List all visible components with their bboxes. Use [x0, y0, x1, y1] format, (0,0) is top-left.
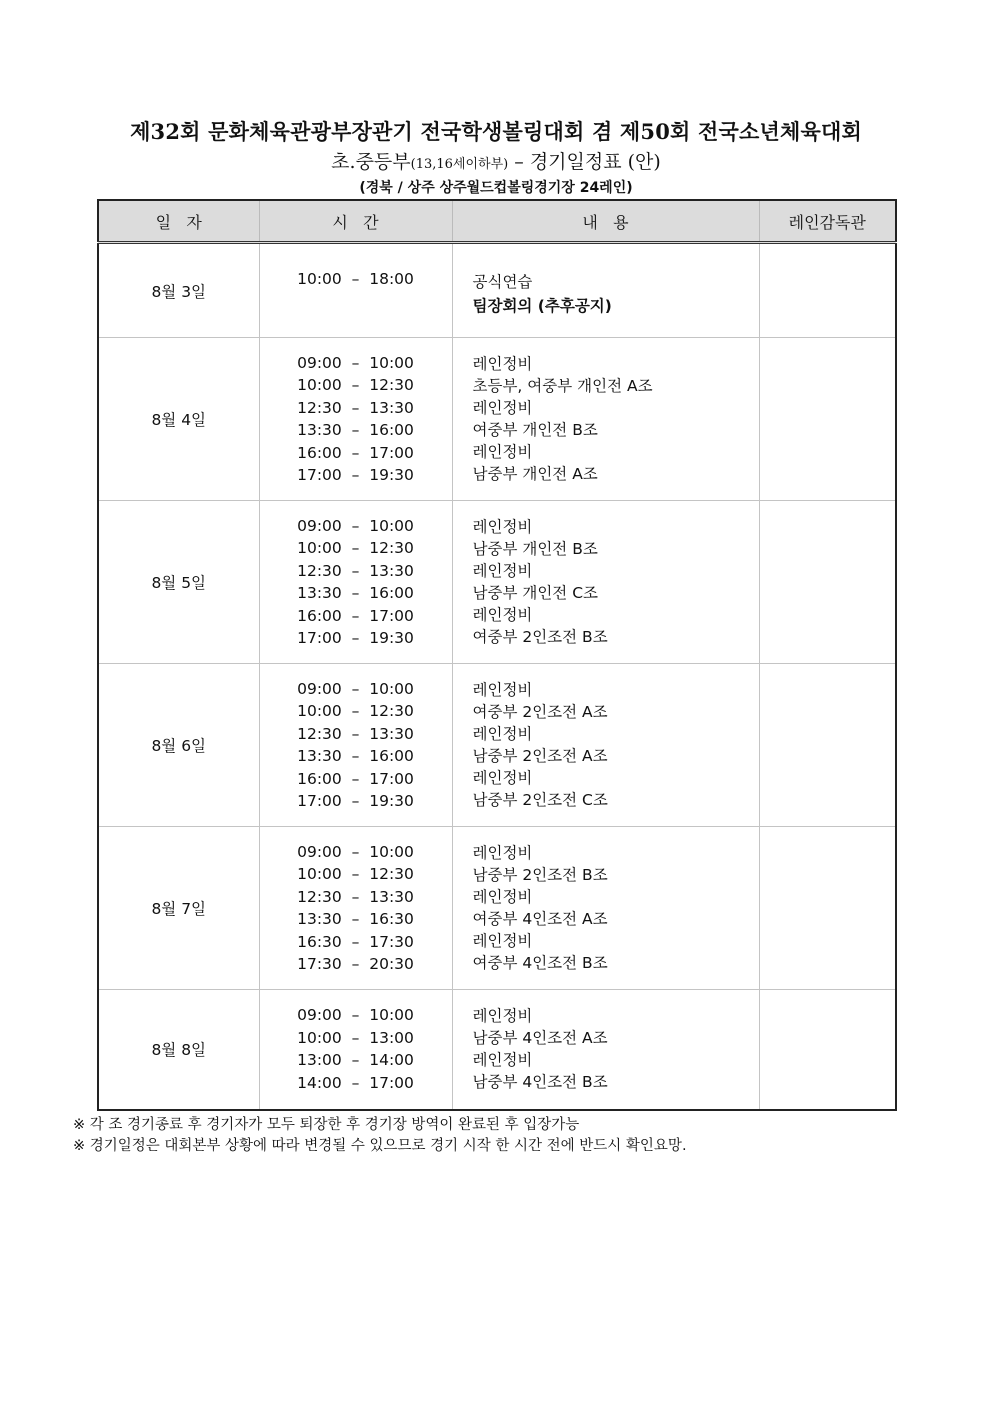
row-times [259, 827, 452, 990]
schedule-item: 남중부 개인전 C조 [472, 584, 598, 602]
time-slot: 13:30 – 16:30 [297, 910, 414, 928]
schedule-item: 레인정비 [472, 399, 533, 417]
time-slot: 16:00 – 17:00 [297, 769, 414, 788]
time-slot: 09:00 – 10:00 [297, 516, 414, 535]
schedule-item: 팀장회의 (추후공지) [472, 297, 612, 315]
time-slot: 13:00 – 14:00 [297, 1051, 414, 1070]
schedule-item: 레인정비 [472, 606, 533, 624]
time-slot: 13:30 – 16:00 [297, 747, 414, 765]
time-slot: 09:00 – 10:00 [297, 842, 414, 861]
schedule-item: 여중부 4인조전 B조 [472, 954, 608, 972]
schedule-item: 레인정비 [472, 1051, 533, 1070]
time-slot: 17:00 – 19:30 [297, 792, 414, 810]
table-row [98, 243, 896, 338]
footnote: ※ 경기일정은 대회본부 상황에 따라 변경될 수 있으므로 경기 시작 한 시간 전에 반드시 확인요망. [73, 1138, 687, 1154]
time-slot: 13:30 – 16:00 [297, 584, 414, 602]
header-time: 시 간 [259, 200, 452, 243]
schedule-item: 레인정비 [472, 888, 533, 906]
row-content [452, 827, 759, 990]
schedule-item: 레인정비 [472, 932, 533, 950]
time-slot: 12:30 – 13:30 [297, 398, 414, 417]
schedule-item: 레인정비 [472, 355, 533, 373]
row-times [259, 338, 452, 501]
schedule-item: 레인정비 [472, 562, 533, 580]
row-date: 8월 4일 [98, 338, 259, 501]
row-content [452, 664, 759, 827]
row-date: 8월 3일 [98, 243, 259, 338]
row-date: 8월 7일 [98, 827, 259, 990]
time-slot: 10:00 – 12:30 [297, 376, 414, 394]
row-date: 8월 8일 [98, 990, 259, 1110]
time-slot: 10:00 – 12:30 [297, 702, 414, 720]
row-content [452, 243, 759, 338]
row-content [452, 501, 759, 664]
row-supervisor [759, 990, 896, 1110]
row-supervisor [759, 501, 896, 664]
table-row [98, 338, 896, 501]
row-supervisor [759, 664, 896, 827]
time-slot: 10:00 – 18:00 [297, 270, 414, 288]
time-slot: 09:00 – 10:00 [297, 1006, 414, 1025]
schedule-item: 여중부 2인조전 B조 [472, 628, 608, 646]
time-slot: 10:00 – 12:30 [297, 865, 414, 883]
schedule-item: 레인정비 [472, 725, 533, 743]
time-slot: 17:00 – 19:30 [297, 629, 414, 647]
venue-line: (경북 / 상주 상주월드컵볼링경기장 24레인) [359, 180, 633, 196]
time-slot: 13:30 – 16:00 [297, 421, 414, 439]
schedule-item: 레인정비 [472, 681, 533, 699]
time-slot: 16:00 – 17:00 [297, 443, 414, 462]
table-row [98, 827, 896, 990]
schedule-item: 남중부 4인조전 B조 [472, 1073, 608, 1092]
table-row [98, 664, 896, 827]
footnote: ※ 각 조 경기종료 후 경기자가 모두 퇴장한 후 경기장 방역이 완료된 후 입장가능 [73, 1117, 580, 1133]
row-supervisor [759, 827, 896, 990]
row-times [259, 501, 452, 664]
time-slot: 12:30 – 13:30 [297, 724, 414, 743]
header-content: 내 용 [452, 200, 759, 243]
schedule-item: 레인정비 [472, 443, 533, 461]
schedule-item: 레인정비 [472, 844, 533, 862]
schedule-item: 레인정비 [472, 1007, 533, 1026]
time-slot: 09:00 – 10:00 [297, 353, 414, 372]
schedule-item: 레인정비 [472, 518, 533, 536]
row-times [259, 990, 452, 1110]
row-date: 8월 6일 [98, 664, 259, 827]
schedule-table [97, 199, 897, 1111]
schedule-item: 남중부 2인조전 C조 [472, 791, 608, 809]
table-header-row [98, 200, 896, 243]
schedule-body [98, 243, 896, 1110]
schedule-item: 공식연습 [472, 273, 533, 291]
time-slot: 10:00 – 12:30 [297, 539, 414, 557]
subtitle-age-note: (13,16세이하부) [410, 157, 509, 172]
document-subtitle [0, 147, 992, 174]
header-supervisor: 레인감독관 [759, 200, 896, 243]
subtitle-division: 초.중등부 [331, 151, 411, 173]
header-date: 일 자 [98, 200, 259, 243]
schedule-item: 남중부 개인전 A조 [472, 465, 598, 483]
row-supervisor [759, 243, 896, 338]
schedule-item: 여중부 4인조전 A조 [472, 910, 608, 928]
schedule-item: 초등부, 여중부 개인전 A조 [472, 377, 653, 395]
schedule-item: 남중부 2인조전 B조 [472, 866, 608, 884]
schedule-item: 레인정비 [472, 769, 533, 787]
subtitle-schedule: – 경기일정표 (안) [508, 151, 661, 173]
table-row [98, 501, 896, 664]
row-times [259, 664, 452, 827]
time-slot: 17:00 – 19:30 [297, 466, 414, 484]
row-times [259, 243, 452, 338]
time-slot: 10:00 – 13:00 [297, 1028, 414, 1047]
time-slot: 12:30 – 13:30 [297, 561, 414, 580]
time-slot: 16:00 – 17:00 [297, 606, 414, 625]
footnotes [73, 1115, 687, 1157]
time-slot: 12:30 – 13:30 [297, 887, 414, 906]
schedule-item: 여중부 개인전 B조 [472, 421, 598, 439]
schedule-item: 여중부 2인조전 A조 [472, 703, 608, 721]
time-slot: 09:00 – 10:00 [297, 679, 414, 698]
document-title: 제32회 문화체육관광부장관기 전국학생볼링대회 겸 제50회 전국소년체육대회 [130, 119, 862, 144]
row-date: 8월 5일 [98, 501, 259, 664]
time-slot: 14:00 – 17:00 [297, 1073, 414, 1092]
schedule-item: 남중부 4인조전 A조 [472, 1029, 608, 1048]
schedule-item: 남중부 개인전 B조 [472, 540, 598, 558]
row-content [452, 990, 759, 1110]
table-row [98, 990, 896, 1110]
time-slot: 16:30 – 17:30 [297, 932, 414, 951]
time-slot: 17:30 – 20:30 [297, 955, 414, 973]
schedule-item: 남중부 2인조전 A조 [472, 747, 608, 765]
row-content [452, 338, 759, 501]
row-supervisor [759, 338, 896, 501]
